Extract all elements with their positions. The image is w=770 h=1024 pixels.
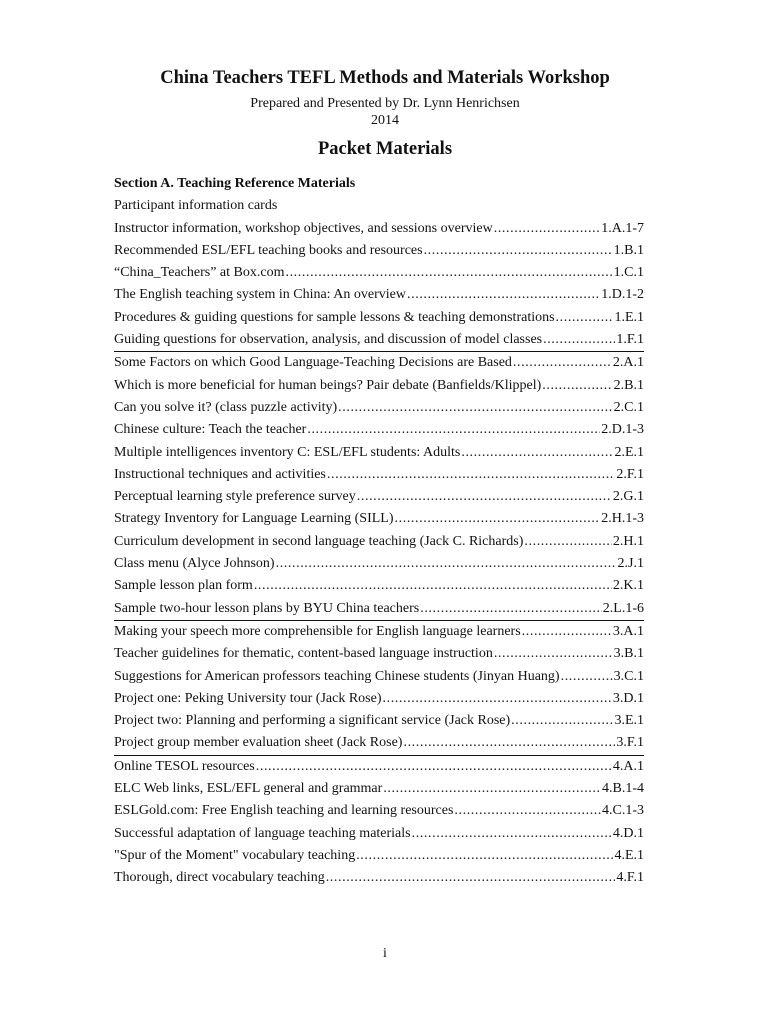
toc-entry [114,756,644,778]
toc-entry-page: 1.E.1 [614,309,644,325]
toc-entry [114,508,644,530]
toc-entry [114,284,644,306]
toc-entry-page: 3.F.1 [616,735,644,751]
toc-dot-leader [395,508,601,530]
toc-dot-leader [307,419,600,441]
toc-dot-leader [543,329,615,351]
toc-entry [114,800,644,822]
toc-dot-leader [522,621,612,643]
toc-dot-leader [556,307,614,329]
toc-entry [114,710,644,732]
toc-entry [114,486,644,508]
toc-entry-page: 2.H.1 [612,533,644,549]
toc-entry-page: 4.B.1-4 [602,781,644,797]
toc-entry-title: Thorough, direct vocabulary teaching [114,870,325,886]
toc-entry-page: 4.D.1 [612,825,644,841]
toc-entry-page: 2.E.1 [614,444,644,460]
toc-dot-leader [256,756,612,778]
toc-entry-page: 1.F.1 [616,332,644,348]
toc-entry [114,240,644,262]
toc-entry [114,823,644,845]
toc-entry-page: 2.L.1-6 [602,600,644,616]
toc-entry-title: Instructor information, workshop objectives, and sessions overview [114,220,493,236]
toc-entry [114,442,644,464]
toc-entry-title: Class menu (Alyce Johnson) [114,556,275,572]
toc-entry [114,575,644,597]
presenter-line: Prepared and Presented by Dr. Lynn Henrichsen [250,96,520,111]
toc-entry-title: Recommended ESL/EFL teaching books and resources [114,242,423,258]
document-title: China Teachers TEFL Methods and Materials Workshop [160,68,610,88]
toc-plain-item: Participant information cards [114,198,278,214]
toc-entry-title: Strategy Inventory for Language Learning (SILL) [114,511,394,527]
toc-entry-title: Multiple intelligences inventory C: ESL/EFL students: Adults [114,444,461,460]
toc-entry-page: 4.E.1 [614,847,644,863]
section-a-heading: Section A. Teaching Reference Materials [114,176,356,191]
toc-entry-title: "Spur of the Moment" vocabulary teaching [114,847,356,863]
toc-entry-page: 3.D.1 [612,690,644,706]
toc-entry-page: 1.B.1 [613,242,644,258]
toc-entry-page: 2.K.1 [612,578,644,594]
packet-title: Packet Materials [317,139,453,159]
toc-entry-title: The English teaching system in China: An overview [114,287,407,303]
toc-entry-page: 2.B.1 [613,377,644,393]
table-of-contents [114,173,644,890]
toc-entry [114,218,644,240]
toc-dot-leader [461,442,613,464]
toc-entry-page: 1.C.1 [613,265,644,281]
toc-entry [114,352,644,374]
toc-entry [114,732,644,755]
toc-entry-title: Teacher guidelines for thematic, content-based language instruction [114,646,493,662]
toc-dot-leader [561,666,613,688]
section-a-list [114,218,644,353]
toc-entry-page: 3.C.1 [613,668,644,684]
toc-entry [114,419,644,441]
toc-entry-title: Online TESOL resources [114,758,255,774]
toc-dot-leader [454,800,601,822]
toc-entry-page: 2.G.1 [612,489,644,505]
toc-entry-page: 3.B.1 [613,646,644,662]
toc-dot-leader [357,486,612,508]
toc-dot-leader [403,732,615,754]
toc-entry-title: Project group member evaluation sheet (Jack Rose) [114,735,403,751]
toc-entry-title: Perceptual learning style preference survey [114,489,356,505]
toc-entry-title: Curriculum development in second language teaching (Jack C. Richards) [114,533,524,549]
toc-entry-page: 2.H.1-3 [601,511,644,527]
toc-entry-page: 4.F.1 [616,870,644,886]
toc-entry [114,621,644,643]
toc-entry-page: 2.D.1-3 [601,422,644,438]
toc-dot-leader [542,375,612,397]
toc-entry-page: 3.A.1 [612,623,644,639]
toc-dot-leader [327,464,615,486]
toc-entry [114,598,644,621]
toc-dot-leader [494,218,601,240]
toc-dot-leader [511,710,613,732]
toc-dot-leader [412,823,612,845]
toc-dot-leader [424,240,613,262]
toc-entry [114,845,644,867]
toc-entry-title: “China_Teachers” at Box.com [114,265,285,281]
toc-entry-title: Can you solve it? (class puzzle activity) [114,399,338,415]
toc-entry-page: 1.D.1-2 [601,287,644,303]
toc-dot-leader [513,352,612,374]
toc-dot-leader [383,778,601,800]
section-2-list [114,352,644,621]
toc-entry-title: Successful adaptation of language teaching materials [114,825,411,841]
toc-entry-title: Suggestions for American professors teaching Chinese students (Jinyan Huang) [114,668,560,684]
toc-entry-page: 4.A.1 [612,758,644,774]
toc-entry-page: 4.C.1-3 [602,803,644,819]
toc-entry-page: 2.C.1 [613,399,644,415]
toc-entry [114,643,644,665]
toc-entry-title: Which is more beneficial for human beings? Pair debate (Banfields/Klippel) [114,377,542,393]
year-line: 2014 [371,113,399,128]
toc-entry-page: 3.E.1 [614,713,644,729]
toc-entry [114,553,644,575]
toc-entry [114,464,644,486]
toc-entry-title: Project one: Peking University tour (Jack Rose) [114,690,382,706]
toc-entry-title: Chinese culture: Teach the teacher [114,422,307,438]
toc-entry-page: 1.A.1-7 [601,220,644,236]
toc-entry [114,375,644,397]
page-number: i [383,946,387,961]
toc-dot-leader [254,575,612,597]
toc-entry-title: Project two: Planning and performing a significant service (Jack Rose) [114,713,511,729]
toc-dot-leader [407,284,600,306]
toc-entry [114,666,644,688]
toc-entry [114,867,644,889]
toc-entry [114,262,644,284]
toc-entry-title: Some Factors on which Good Language-Teaching Decisions are Based [114,355,512,371]
toc-entry [114,688,644,710]
toc-dot-leader [420,598,602,620]
toc-dot-leader [326,867,616,889]
toc-entry [114,307,644,329]
toc-entry-title: Guiding questions for observation, analysis, and discussion of model classes [114,332,543,348]
toc-dot-leader [383,688,612,710]
toc-dot-leader [285,262,612,284]
toc-entry-title: Sample two-hour lesson plans by BYU China teachers [114,600,420,616]
toc-entry-title: ELC Web links, ESL/EFL general and grammar [114,781,383,797]
toc-entry [114,329,644,352]
toc-entry [114,778,644,800]
toc-entry-title: Instructional techniques and activities [114,466,326,482]
section-3-list [114,621,644,756]
toc-dot-leader [524,531,611,553]
toc-entry [114,531,644,553]
toc-entry-page: 2.J.1 [617,556,644,572]
toc-dot-leader [338,397,613,419]
toc-entry-page: 2.F.1 [616,466,644,482]
toc-dot-leader [276,553,617,575]
toc-dot-leader [356,845,613,867]
section-4-list [114,756,644,890]
toc-entry-page: 2.A.1 [612,355,644,371]
toc-entry-title: Procedures & guiding questions for sample lessons & teaching demonstrations [114,309,555,325]
toc-entry-title: Sample lesson plan form [114,578,253,594]
toc-entry-title: Making your speech more comprehensible for English language learners [114,623,521,639]
toc-dot-leader [494,643,613,665]
toc-entry [114,397,644,419]
toc-entry-title: ESLGold.com: Free English teaching and learning resources [114,803,454,819]
